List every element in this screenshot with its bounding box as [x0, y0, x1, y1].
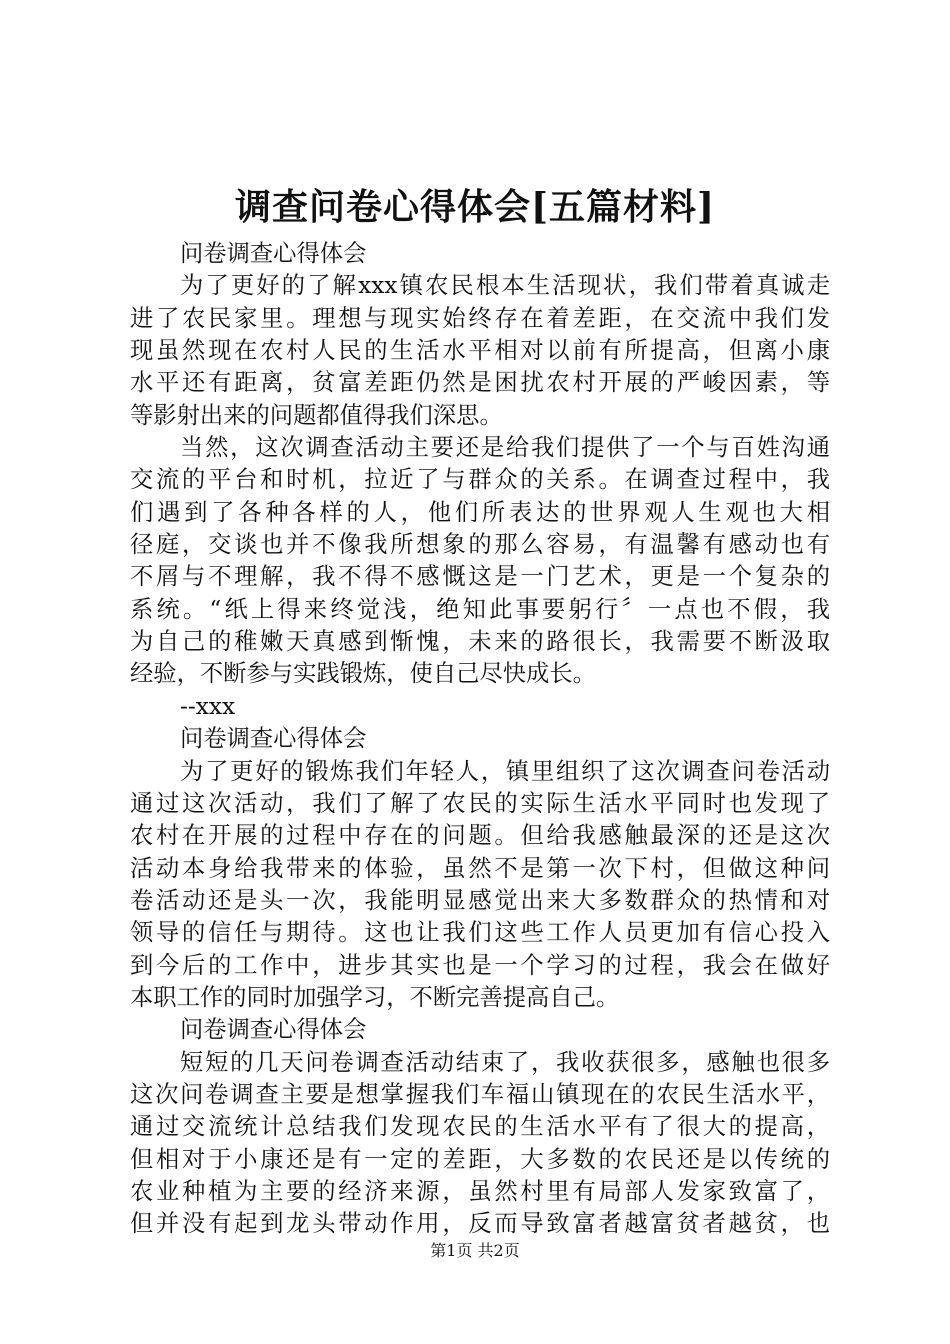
text-line: 农村在开展的过程中存在的问题。但给我感触最深的还是这次 [130, 822, 830, 850]
text-line: 水平还有距离，贫富差距仍然是困扰农村开展的严峻因素，等 [130, 369, 830, 397]
page-footer: 第1页 共2页 [430, 1241, 520, 1260]
text-line: 等影射出来的问题都值得我们深思。 [130, 401, 503, 429]
text-line: 问卷调查心得体会 [180, 1016, 367, 1044]
text-line: 们遇到了各种各样的人，他们所表达的世界观人生观也大相 [130, 498, 830, 526]
text-line: 当然，这次调查活动主要还是给我们提供了一个与百姓沟通 [180, 434, 830, 462]
text-line: 进了农民家里。理想与现实始终存在着差距，在交流中我们发 [130, 304, 830, 332]
text-line: 通过交流统计总结我们发现农民的生活水平有了很大的提高， [130, 1113, 830, 1141]
text-line: 问卷调查心得体会 [180, 240, 367, 267]
text-line: 到今后的工作中，进步其实也是一个学习的过程，我会在做好 [130, 951, 830, 979]
text-line: 现虽然现在农村人民的生活水平相对以前有所提高，但离小康 [130, 337, 830, 365]
text-line: 径庭，交谈也并不像我所想象的那么容易，有温馨有感动也有 [130, 531, 830, 559]
text-line: 通过这次活动，我们了解了农民的实际生活水平同时也发现了 [130, 789, 830, 817]
text-line: 本职工作的同时加强学习，不断完善提高自己。 [130, 983, 620, 1011]
text-line: 系统。“纸上得来终觉浅，绝知此事要躬行〞一点也不假，我 [130, 595, 830, 623]
text-line: 短短的几天问卷调查活动结束了，我收获很多，感触也很多 [180, 1048, 830, 1076]
text-line: 农业种植为主要的经济来源，虽然村里有局部人发家致富了， [130, 1177, 830, 1205]
text-line: 但并没有起到龙头带动作用，反而导致富者越富贫者越贫，也 [130, 1210, 830, 1238]
text-line: 但相对于小康还是有一定的差距，大多数的农民还是以传统的 [130, 1145, 830, 1173]
document-title: 调查问卷心得体会[五篇材料] [234, 186, 716, 228]
text-line: 为了更好的了解xxx镇农民根本生活现状，我们带着真诚走 [180, 272, 830, 300]
text-line: 活动本身给我带来的体验，虽然不是第一次下村，但做这种问 [130, 854, 830, 882]
text-line: 这次问卷调查主要是想掌握我们车福山镇现在的农民生活水平， [130, 1080, 830, 1108]
text-line: 为了更好的锻炼我们年轻人，镇里组织了这次调查问卷活动 [180, 757, 830, 785]
text-line: 经验，不断参与实践锻炼，使自己尽快成长。 [130, 660, 596, 688]
text-line: --xxx [180, 692, 236, 720]
text-line: 领导的信任与期待。这也让我们这些工作人员更加有信心投入 [130, 919, 830, 947]
document-body [130, 238, 830, 1241]
text-line: 为自己的稚嫩天真感到惭愧，未来的路很长，我需要不断汲取 [130, 628, 830, 656]
text-line: 卷活动还是头一次，我能明显感觉出来大多数群众的热情和对 [130, 886, 830, 914]
text-line: 交流的平台和时机，拉近了与群众的关系。在调查过程中，我 [130, 466, 830, 494]
text-line: 不屑与不理解，我不得不感慨这是一门艺术，更是一个复杂的 [130, 563, 830, 591]
text-line: 问卷调查心得体会 [180, 725, 367, 753]
